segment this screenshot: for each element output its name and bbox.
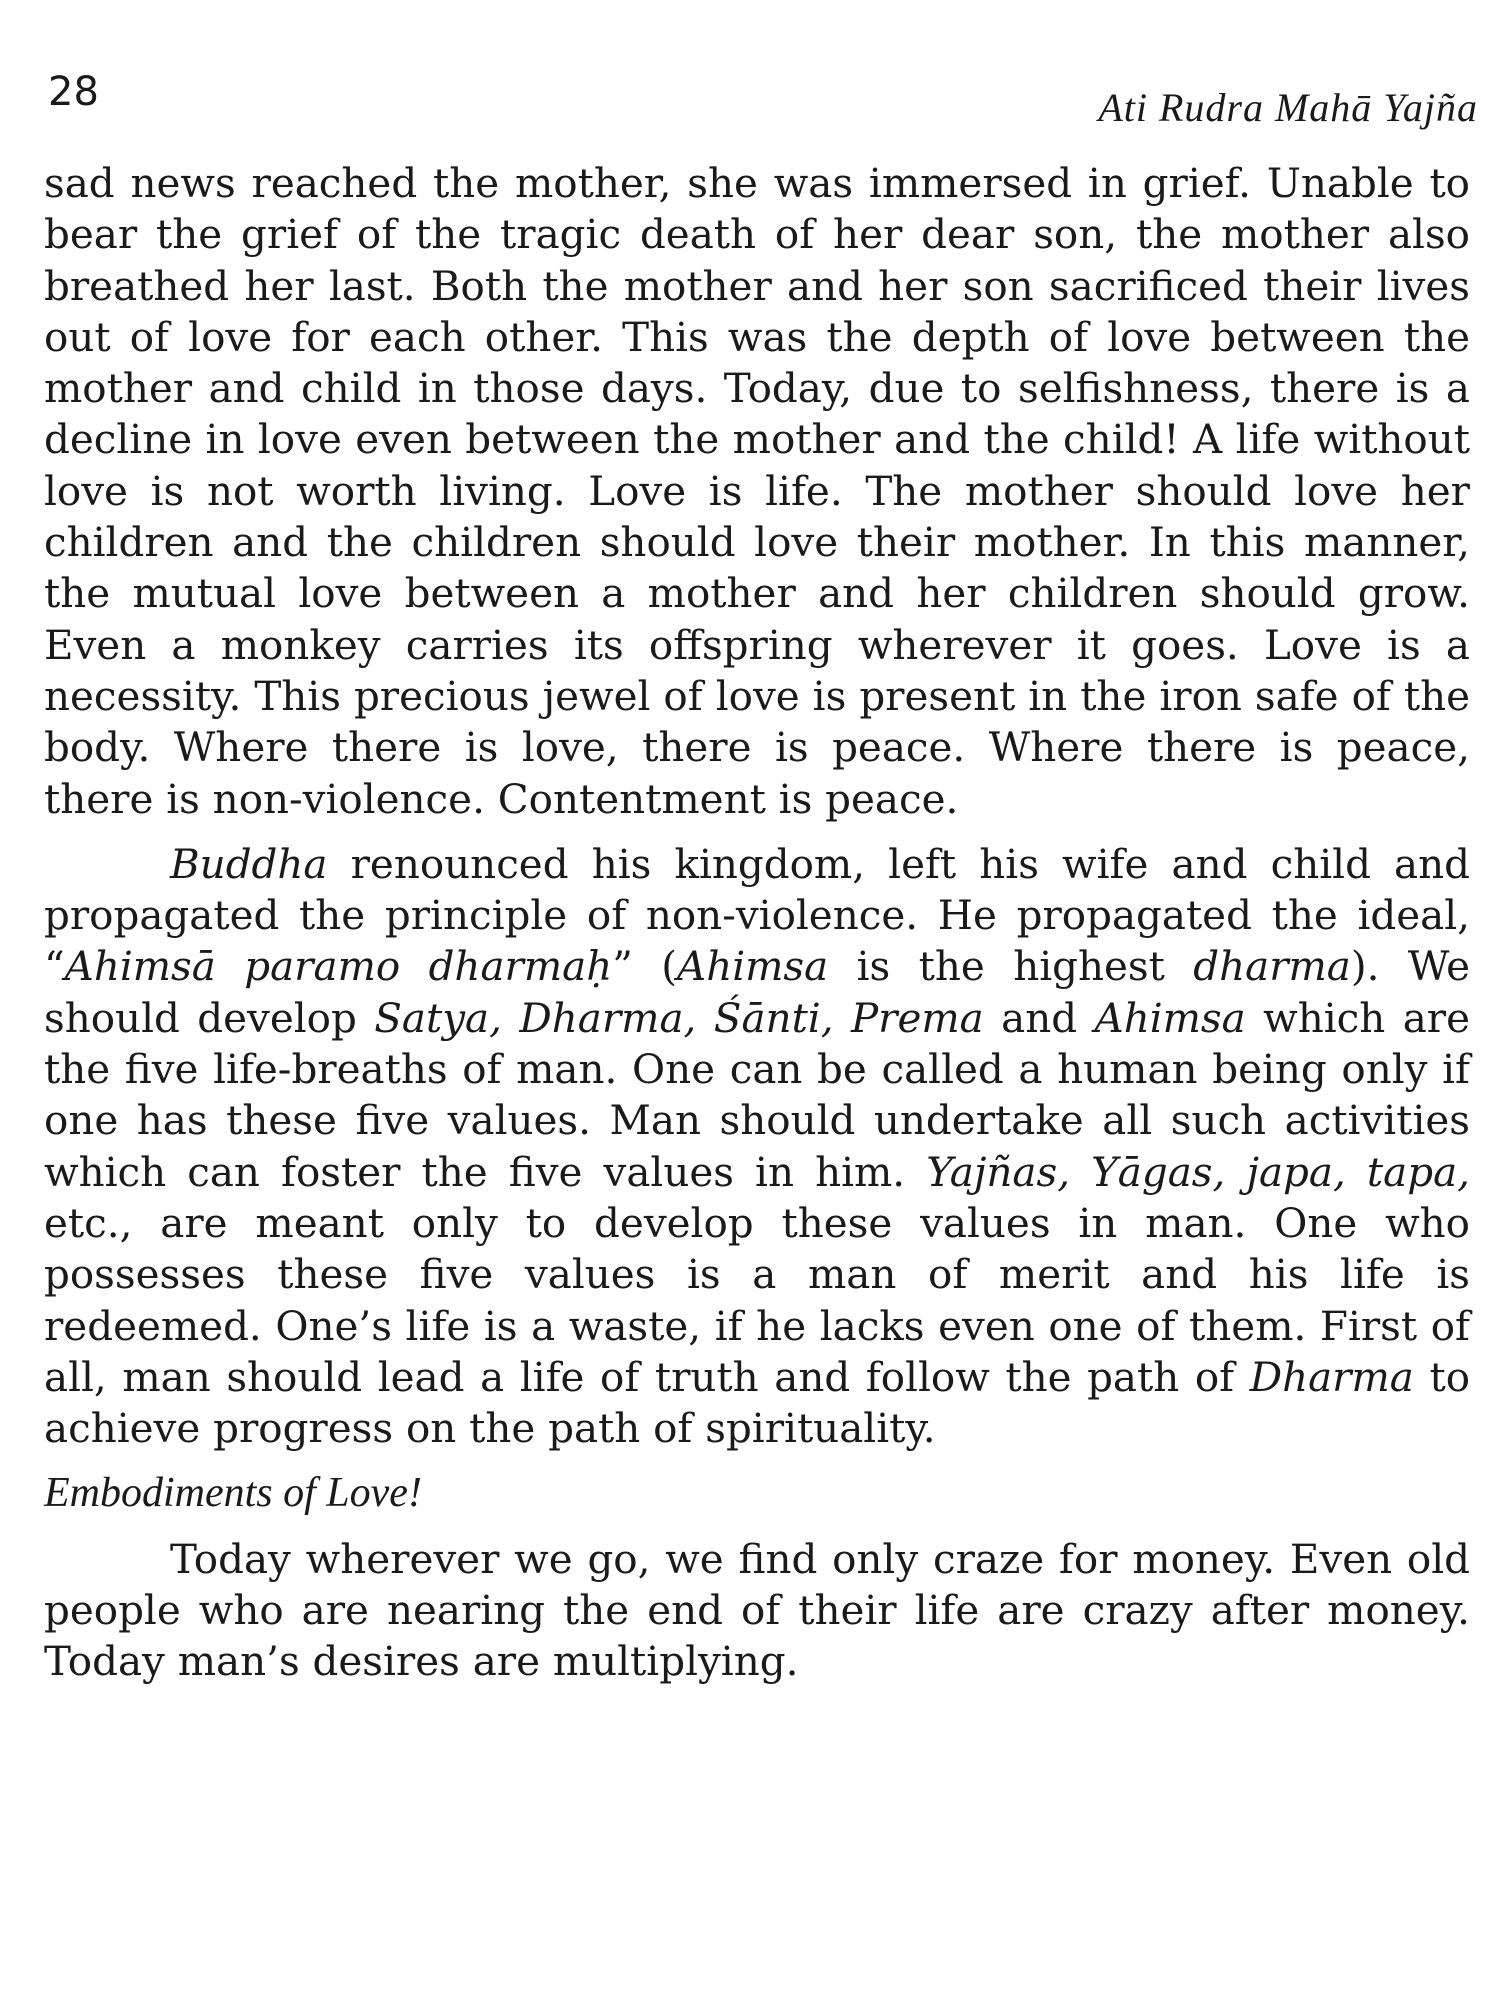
- text-run: which are the five life-breaths of man. One can be called a human being only if one has these five values. Man should undertake all such activities which can foster the five values in him.: [44, 993, 1471, 1196]
- running-title: Ati Rudra Mahā Yajña: [1098, 85, 1478, 130]
- term-dharma: Dharma: [1249, 1352, 1414, 1401]
- paragraph-3: Today wherever we go, we find only craze for money. Even old people who are nearing the end of their life are crazy after money. Today man’s desires are multiplying.: [44, 1534, 1470, 1686]
- term-five-values: Satya, Dharma, Śānti, Prema: [374, 993, 984, 1042]
- term-yajnas: Yajñas, Yāgas, japa, tapa,: [926, 1147, 1470, 1196]
- body-text: [44, 158, 1470, 1688]
- term-dharma: dharma: [1193, 942, 1351, 991]
- salutation: Embodiments of Love!: [44, 1470, 422, 1517]
- term-ahimsa: Ahimsa: [677, 942, 829, 991]
- text-run: to achieve progress on the path of spirituality.: [44, 1352, 1471, 1453]
- paragraph-1: sad news reached the mother, she was immersed in grief. Unable to bear the grief of the tragic death of her dear son, the mother also breathed her last. Both the mother and her son sacrificed their lives out of love for each other. This was the depth of love between the mother and child in those days. Today, due to selfishness, there is a decline in love even between the mother and the child! A life without love is not worth living. Love is life. The mother should love her children and the children should love their mother. In this manner, the mutual love between a mother and her children should grow. Even a monkey carries its offspring wherever it goes. Love is a necessity. This precious jewel of love is present in the iron safe of the body. Where there is love, there is peace. Where there is peace, there is non-violence. Contentment is peace.: [44, 159, 1470, 823]
- text-run: ” (: [612, 942, 678, 991]
- text-run: is the highest: [828, 942, 1194, 991]
- text-run: and: [983, 993, 1095, 1042]
- term-buddha: Buddha: [170, 839, 328, 888]
- term-ahimsa: Ahimsa: [1094, 993, 1246, 1042]
- quote-ahimsa-paramo-dharmah: Ahimsā paramo dharmaḥ: [64, 942, 613, 991]
- page-number: 28: [48, 69, 99, 115]
- paragraph-2: [44, 839, 1470, 1455]
- text-run: ). We should develop: [44, 942, 1470, 1042]
- text-run: renounced his kingdom, left his wife and child and propagated the principle of non-violence. He propagated the ideal, “: [44, 839, 1470, 991]
- text-run: etc., are meant only to develop these values in man. One who possesses these five values is a man of merit and his life is redeemed. One’s life is a waste, if he lacks even one of them. First of all, man should lead a life of truth and follow the path of: [44, 1198, 1470, 1401]
